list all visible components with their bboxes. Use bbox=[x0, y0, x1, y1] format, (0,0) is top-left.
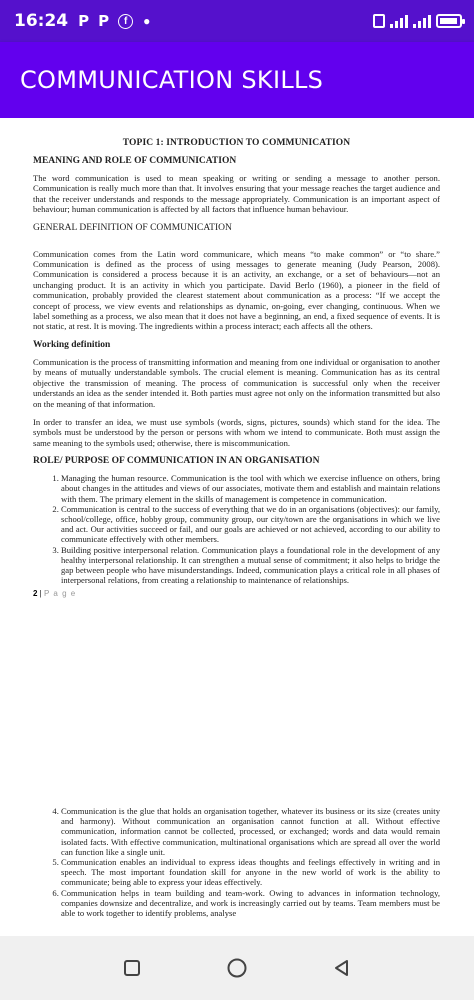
page-label: P a g e bbox=[43, 589, 77, 599]
section-heading: GENERAL DEFINITION OF COMMUNICATION bbox=[33, 222, 232, 233]
signal-icon bbox=[390, 14, 408, 28]
section-heading: MEANING AND ROLE OF COMMUNICATION bbox=[33, 156, 237, 166]
role-list-continued bbox=[33, 806, 440, 918]
list-item: 3. Building positive interpersonal relation. Communication plays a foundational role in the development of any healthy interpersonal relationship. It can strengthen a mutual sense of commitment; it also helps to bridge the gap between people who have misunderstandings. Indeed, communication plays a critical role in all phases of interpersonal relations, from creating a relationship to maintenance of relationships. bbox=[61, 545, 440, 586]
paragraph: The word communication is used to mean speaking or writing or sending a message to another person. Communication is really much more than that. It involves ensuring that your message reaches the target audience and that the receiver understands and responds to the message appropriately. Communication is an important aspect of behaviour; human communication is affected by all factors that influence human behaviour. bbox=[33, 173, 440, 215]
section-heading: ROLE/ PURPOSE OF COMMUNICATION IN AN ORGANISATION bbox=[33, 456, 320, 467]
paragraph: In order to transfer an idea, we must use symbols (words, signs, pictures, sounds) which stand for the idea. The symbols must be understood by the person or persons with whom we intend to communicate. Both must assign the same meaning to the symbols used; otherwise, there is miscommunication. bbox=[33, 416, 440, 448]
page-footer: 2 | P a g e bbox=[33, 589, 77, 599]
paragraph: Communication comes from the Latin word communicare, which means “to make common” or “to share.” Communication is defined as the process of using messages to generate meaning (Judy Pearson, 2008). Communication is considered a process because it is an activity, an exchange, or a set of behaviours—not an unchanging product. It is an activity in which you participate. David Berlo (1960), a pioneer in the field of communication, probably provided the clearest statement about communication as a process: “If we accept the concept of process, we view events and relationships as dynamic, on-going, ever changing, continuous. When we label something as a process, we also mean that it does not have a beginning, an end, a fixed sequence of events. It is not static, at rest. It is moving. The ingredients within a process interact; each affects all the others. bbox=[33, 248, 440, 332]
document-page bbox=[0, 138, 474, 598]
app-title: COMMUNICATION SKILLS bbox=[20, 66, 324, 94]
vibrate-icon bbox=[373, 14, 385, 28]
role-list bbox=[33, 473, 440, 585]
topic-heading: TOPIC 1: INTRODUCTION TO COMMUNICATION bbox=[122, 138, 351, 148]
recents-square-icon[interactable] bbox=[117, 953, 147, 983]
app-bar bbox=[0, 42, 474, 118]
battery-icon bbox=[436, 14, 462, 28]
p-notification-icon: P bbox=[98, 12, 110, 30]
status-time: 16:24 bbox=[14, 11, 69, 31]
list-item: 6. Communication helps in team building and team-work. Owing to advances in information technology, companies downsize and decentralize, and work is increasingly carried out by teams. Team members must be able to work together to identify problems, analyse bbox=[61, 888, 440, 919]
navigation-bar bbox=[0, 936, 474, 1000]
page-number: 2 bbox=[33, 589, 38, 599]
document-page bbox=[0, 806, 474, 918]
list-item: 4. Communication is the glue that holds an organisation together, whatever its business or its size (creates unity and harmony). Without communication an organisation cannot function at all. Without effective communication, information cannot be collected, processed, or exchanged; words and data would remain isolated facts. With effective communication, multinational organisations which are spread all over the world can function like a single unit. bbox=[61, 806, 440, 857]
back-triangle-icon[interactable] bbox=[327, 953, 357, 983]
paragraph: Communication is the process of transmitting information and meaning from one individual or organisation to another by means of mutually understandable symbols. The crucial element is meaning. Communication has as its central objective the transmission of meaning. The process of communication is successful only when the receiver understands an idea as the sender intended it. Both parties must agree not only on the information transmitted but also on the meaning of that information. bbox=[33, 356, 440, 409]
p-notification-icon: P bbox=[78, 12, 90, 30]
home-circle-icon[interactable] bbox=[222, 953, 252, 983]
section-heading: Working definition bbox=[33, 339, 111, 350]
signal-icon bbox=[413, 14, 431, 28]
document-viewer[interactable] bbox=[0, 118, 474, 936]
list-item: 5. Communication enables an individual to express ideas thoughts and feelings effectively in writing and in speech. The most important foundation skill for anyone in the new world of work is the ability to communicate; being able to express your ideas effectively. bbox=[61, 857, 440, 888]
facebook-icon: f bbox=[118, 14, 133, 29]
more-notifications-dot-icon: ● bbox=[143, 14, 151, 28]
status-bar bbox=[0, 0, 474, 42]
list-item: 1. Managing the human resource. Communication is the tool with which we exercise influence on others, bring about changes in the attitudes and views of our associates, motivate them and establish and maintain relations with them. The primary element in the skills of management is competence in communication. bbox=[61, 473, 440, 504]
list-item: 2. Communication is central to the success of everything that we do in an organisations (objectives): our family, school/college, office, hobby group, community group, our city/town are the organisations in which we live and act. Our activities succeed or fail, and our goals are achieved or not achieved, according to our ability to communicate effectively with other members. bbox=[61, 504, 440, 545]
